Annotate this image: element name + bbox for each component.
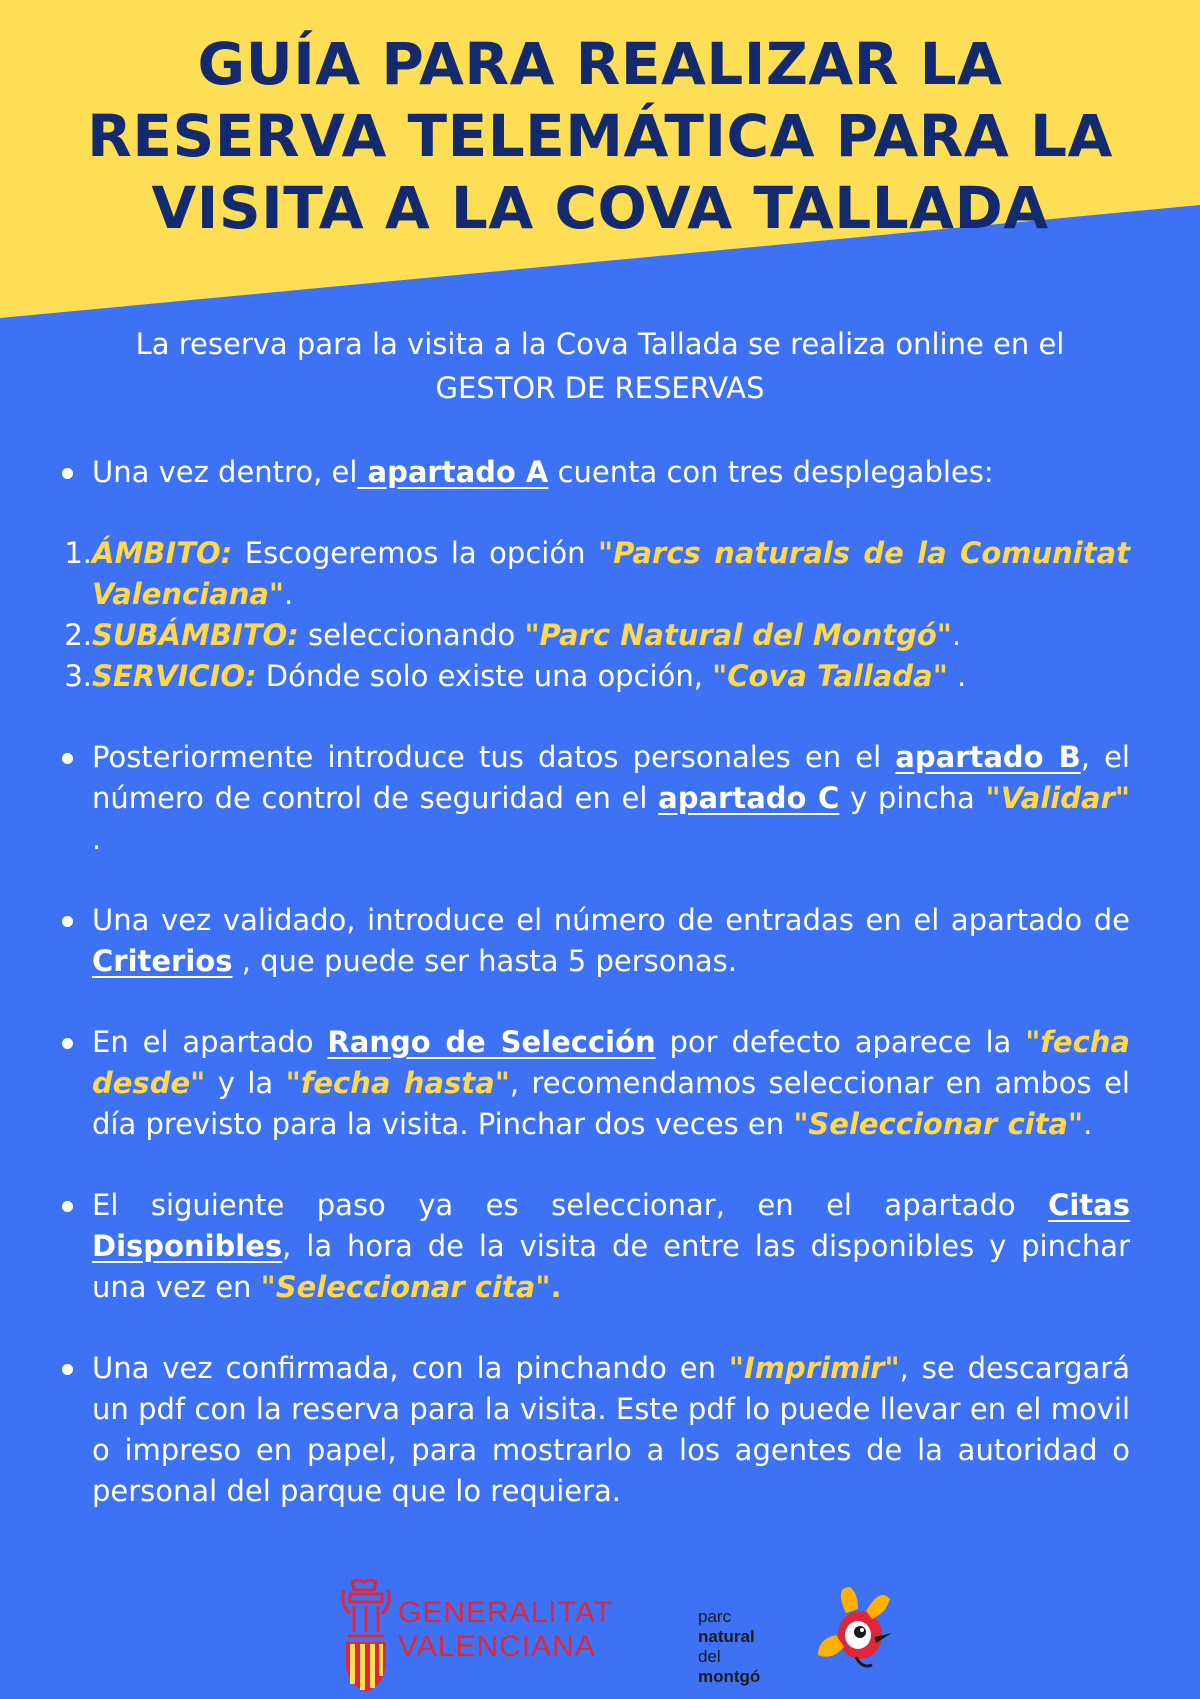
apartado-a-link: apartado A: [357, 455, 549, 489]
pnm-parc: parc: [698, 1607, 732, 1626]
page-title: [40, 28, 1160, 244]
intro-line-2: GESTOR DE RESERVAS: [435, 371, 765, 405]
bullet-icon: [62, 468, 73, 479]
step-4-text: por defecto aparece la: [655, 1025, 1026, 1059]
title-line-3: VISITA A LA COVA TALLADA: [151, 174, 1049, 242]
list-end: .: [951, 618, 962, 652]
seleccionar-cita-highlight: "Seleccionar cita: [260, 1270, 536, 1304]
list-number: 1.: [64, 536, 92, 570]
list-number: 3.: [64, 659, 92, 693]
step-4-text: , recomendamos seleccionar en ambos el día previsto para la visita. Pinchar dos veces en: [92, 1066, 1130, 1141]
step-5-text: , la hora de la visita de entre las disponibles y pinchar una vez en: [92, 1229, 1130, 1304]
bird-mascot-icon: [816, 1585, 896, 1671]
list-value: "Parc Natural del Montgó": [524, 618, 952, 652]
rango-seleccion-link: Rango de Selección: [327, 1025, 656, 1059]
list-text: Dónde solo existe una opción,: [256, 659, 713, 693]
fecha-desde-highlight: "fecha desde": [92, 1025, 1130, 1100]
apartado-b-link: apartado B: [895, 740, 1081, 774]
list-item-ambito: [60, 533, 1130, 615]
list-text: seleccionando: [298, 618, 525, 652]
bullet-icon: [62, 1038, 73, 1049]
gva-text: [398, 1596, 613, 1664]
criterios-link: Criterios: [92, 944, 233, 978]
step-6-text: Una vez confirmada, con la pinchando en: [92, 1351, 729, 1385]
list-number: 2.: [64, 618, 92, 652]
title-line-1: GUÍA PARA REALIZAR LA: [197, 30, 1003, 98]
step-2-text: , el número de control de seguridad en el: [92, 740, 1130, 815]
validar-highlight: "Validar": [985, 781, 1130, 815]
parc-natural-montgo-logo: [698, 1585, 898, 1686]
gva-emblem-icon: [338, 1576, 394, 1696]
step-4: [60, 1022, 1130, 1145]
step-6: [60, 1348, 1130, 1512]
step-4-text: y la: [205, 1066, 286, 1100]
list-label: SERVICIO:: [92, 659, 257, 693]
pnm-del: del: [698, 1647, 721, 1666]
step-3-text: , que puede ser hasta 5 personas.: [232, 944, 737, 978]
list-label-colon: :: [220, 536, 233, 570]
step-4-text: En el apartado: [92, 1025, 328, 1059]
step-4-text: .: [1083, 1107, 1093, 1141]
step-1-text-end: cuenta con tres desplegables:: [548, 455, 994, 489]
list-text: Escogeremos la opción: [232, 536, 598, 570]
bullet-icon: [62, 1201, 73, 1212]
list-end: .: [284, 577, 294, 611]
pnm-montgo: montgó: [698, 1667, 761, 1686]
intro-line-1: La reserva para la visita a la Cova Tallada se realiza online en el: [135, 327, 1065, 361]
list-item-subambito: [60, 615, 1130, 656]
intro-text: [40, 322, 1160, 410]
step-6-text: , se descargará un pdf con la reserva para la visita. Este pdf lo puede llevar en el movil o impreso en papel, para mostrarlo a los agentes de la autoridad o personal del parque que lo requiera.: [92, 1351, 1130, 1508]
gva-line-1: GENERALITAT: [398, 1596, 613, 1629]
bullet-icon: [62, 916, 73, 927]
pnm-natural: natural: [698, 1627, 755, 1646]
step-1: [60, 452, 1130, 493]
list-value: "Cova Tallada": [712, 659, 948, 693]
step-5-text: El siguiente paso ya es seleccionar, en el apartado: [92, 1188, 1049, 1222]
step-3: [60, 900, 1130, 982]
step-2-text: .: [92, 822, 102, 856]
instructions: [60, 452, 1130, 1512]
seleccionar-cita-highlight: "Seleccionar cita": [793, 1107, 1084, 1141]
list-label: SUBÁMBITO:: [92, 618, 299, 652]
step-3-text: Una vez validado, introduce el número de entradas en el apartado de: [92, 903, 1130, 937]
fecha-hasta-highlight: "fecha hasta": [285, 1066, 510, 1100]
list-label: ÁMBITO: [92, 536, 221, 570]
step-5: [60, 1185, 1130, 1308]
imprimir-highlight: "Imprimir": [728, 1351, 900, 1385]
step-2-text: y pincha: [839, 781, 986, 815]
step-2: [60, 737, 1130, 860]
bullet-icon: [62, 753, 73, 764]
step-1-text: Una vez dentro, el: [92, 455, 358, 489]
title-line-2: RESERVA TELEMÁTICA PARA LA: [87, 102, 1113, 170]
gva-line-2: VALENCIANA: [398, 1630, 596, 1663]
pnm-text: [698, 1607, 760, 1687]
list-value: "Parcs naturals de la Comunitat Valenciana": [92, 536, 1131, 611]
list-item-servicio: [60, 656, 1130, 697]
step-2-text: Posteriormente introduce tus datos personales en el: [92, 740, 896, 774]
step-5-text-end: ".: [535, 1270, 562, 1304]
list-end: .: [947, 659, 967, 693]
citas-disponibles-link: Citas Disponibles: [92, 1188, 1130, 1263]
generalitat-valenciana-logo: [338, 1576, 628, 1696]
bullet-icon: [62, 1364, 73, 1375]
apartado-c-link: apartado C: [658, 781, 840, 815]
